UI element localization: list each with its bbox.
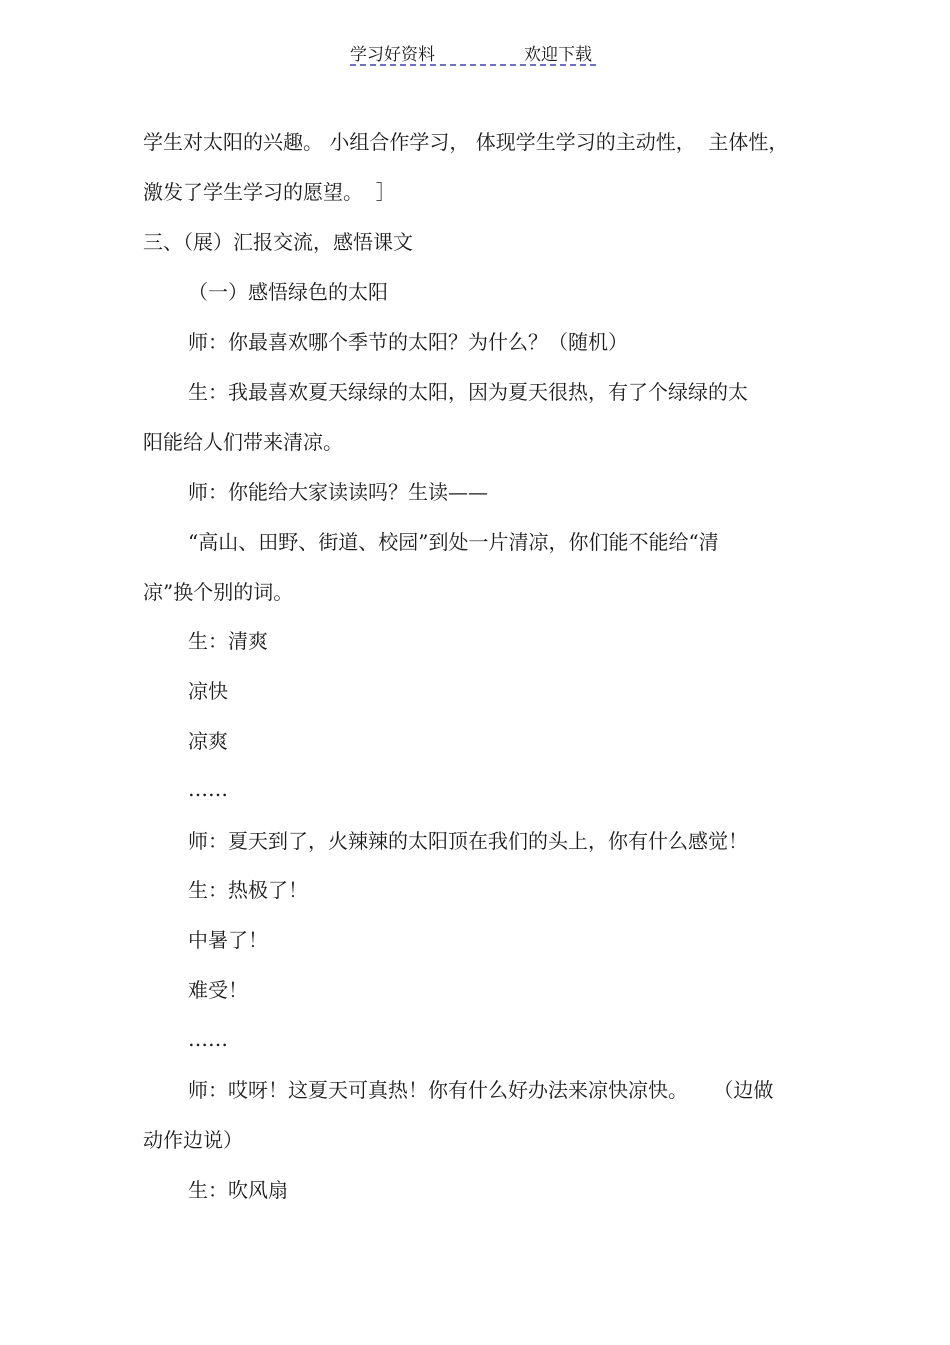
dialogue-line: 师：哎呀！这夏天可真热！你有什么好办法来凉快凉快。 （边做 bbox=[188, 1078, 774, 1102]
dialogue-line: 生：我最喜欢夏天绿绿的太阳，因为夏天很热，有了个绿绿的太 bbox=[188, 380, 748, 404]
dialogue-line: 阳能给人们带来清凉。 bbox=[143, 430, 343, 454]
paragraph-line: “高山、田野、街道、校园”到处一片清凉，你们能不能给“清 bbox=[188, 530, 719, 554]
section-heading: 三、（展）汇报交流，感悟课文 bbox=[143, 230, 413, 254]
dialogue-line: 难受！ bbox=[188, 978, 248, 1002]
paragraph-line: 学生对太阳的兴趣。 小组合作学习， 体现学生学习的主动性， 主体性， bbox=[143, 130, 789, 154]
dialogue-line: 生：吹风扇 bbox=[188, 1178, 288, 1202]
dialogue-line: 生：热极了！ bbox=[188, 878, 308, 902]
dialogue-line: 师：夏天到了，火辣辣的太阳顶在我们的头上，你有什么感觉！ bbox=[188, 829, 748, 853]
subsection-heading: （一）感悟绿色的太阳 bbox=[188, 280, 388, 304]
paragraph-line: 凉”换个别的词。 bbox=[143, 580, 294, 604]
dialogue-line: 动作边说） bbox=[143, 1128, 243, 1152]
ellipsis-line: …… bbox=[188, 1027, 228, 1051]
dialogue-line: 凉快 bbox=[188, 679, 228, 703]
dialogue-line: 中暑了！ bbox=[188, 928, 268, 952]
page-header bbox=[350, 40, 596, 66]
header-left-text: 学习好资料 bbox=[350, 45, 435, 65]
paragraph-line: 激发了学生学习的愿望。 ］ bbox=[143, 180, 396, 204]
header-right-text: 欢迎下载 bbox=[524, 45, 592, 65]
ellipsis-line: …… bbox=[188, 777, 228, 801]
dialogue-line: 师：你能给大家读读吗？生读—— bbox=[188, 480, 488, 504]
dialogue-line: 凉爽 bbox=[188, 729, 228, 753]
dialogue-line: 生：清爽 bbox=[188, 629, 268, 653]
dialogue-line: 师：你最喜欢哪个季节的太阳？为什么？（随机） bbox=[188, 330, 628, 354]
